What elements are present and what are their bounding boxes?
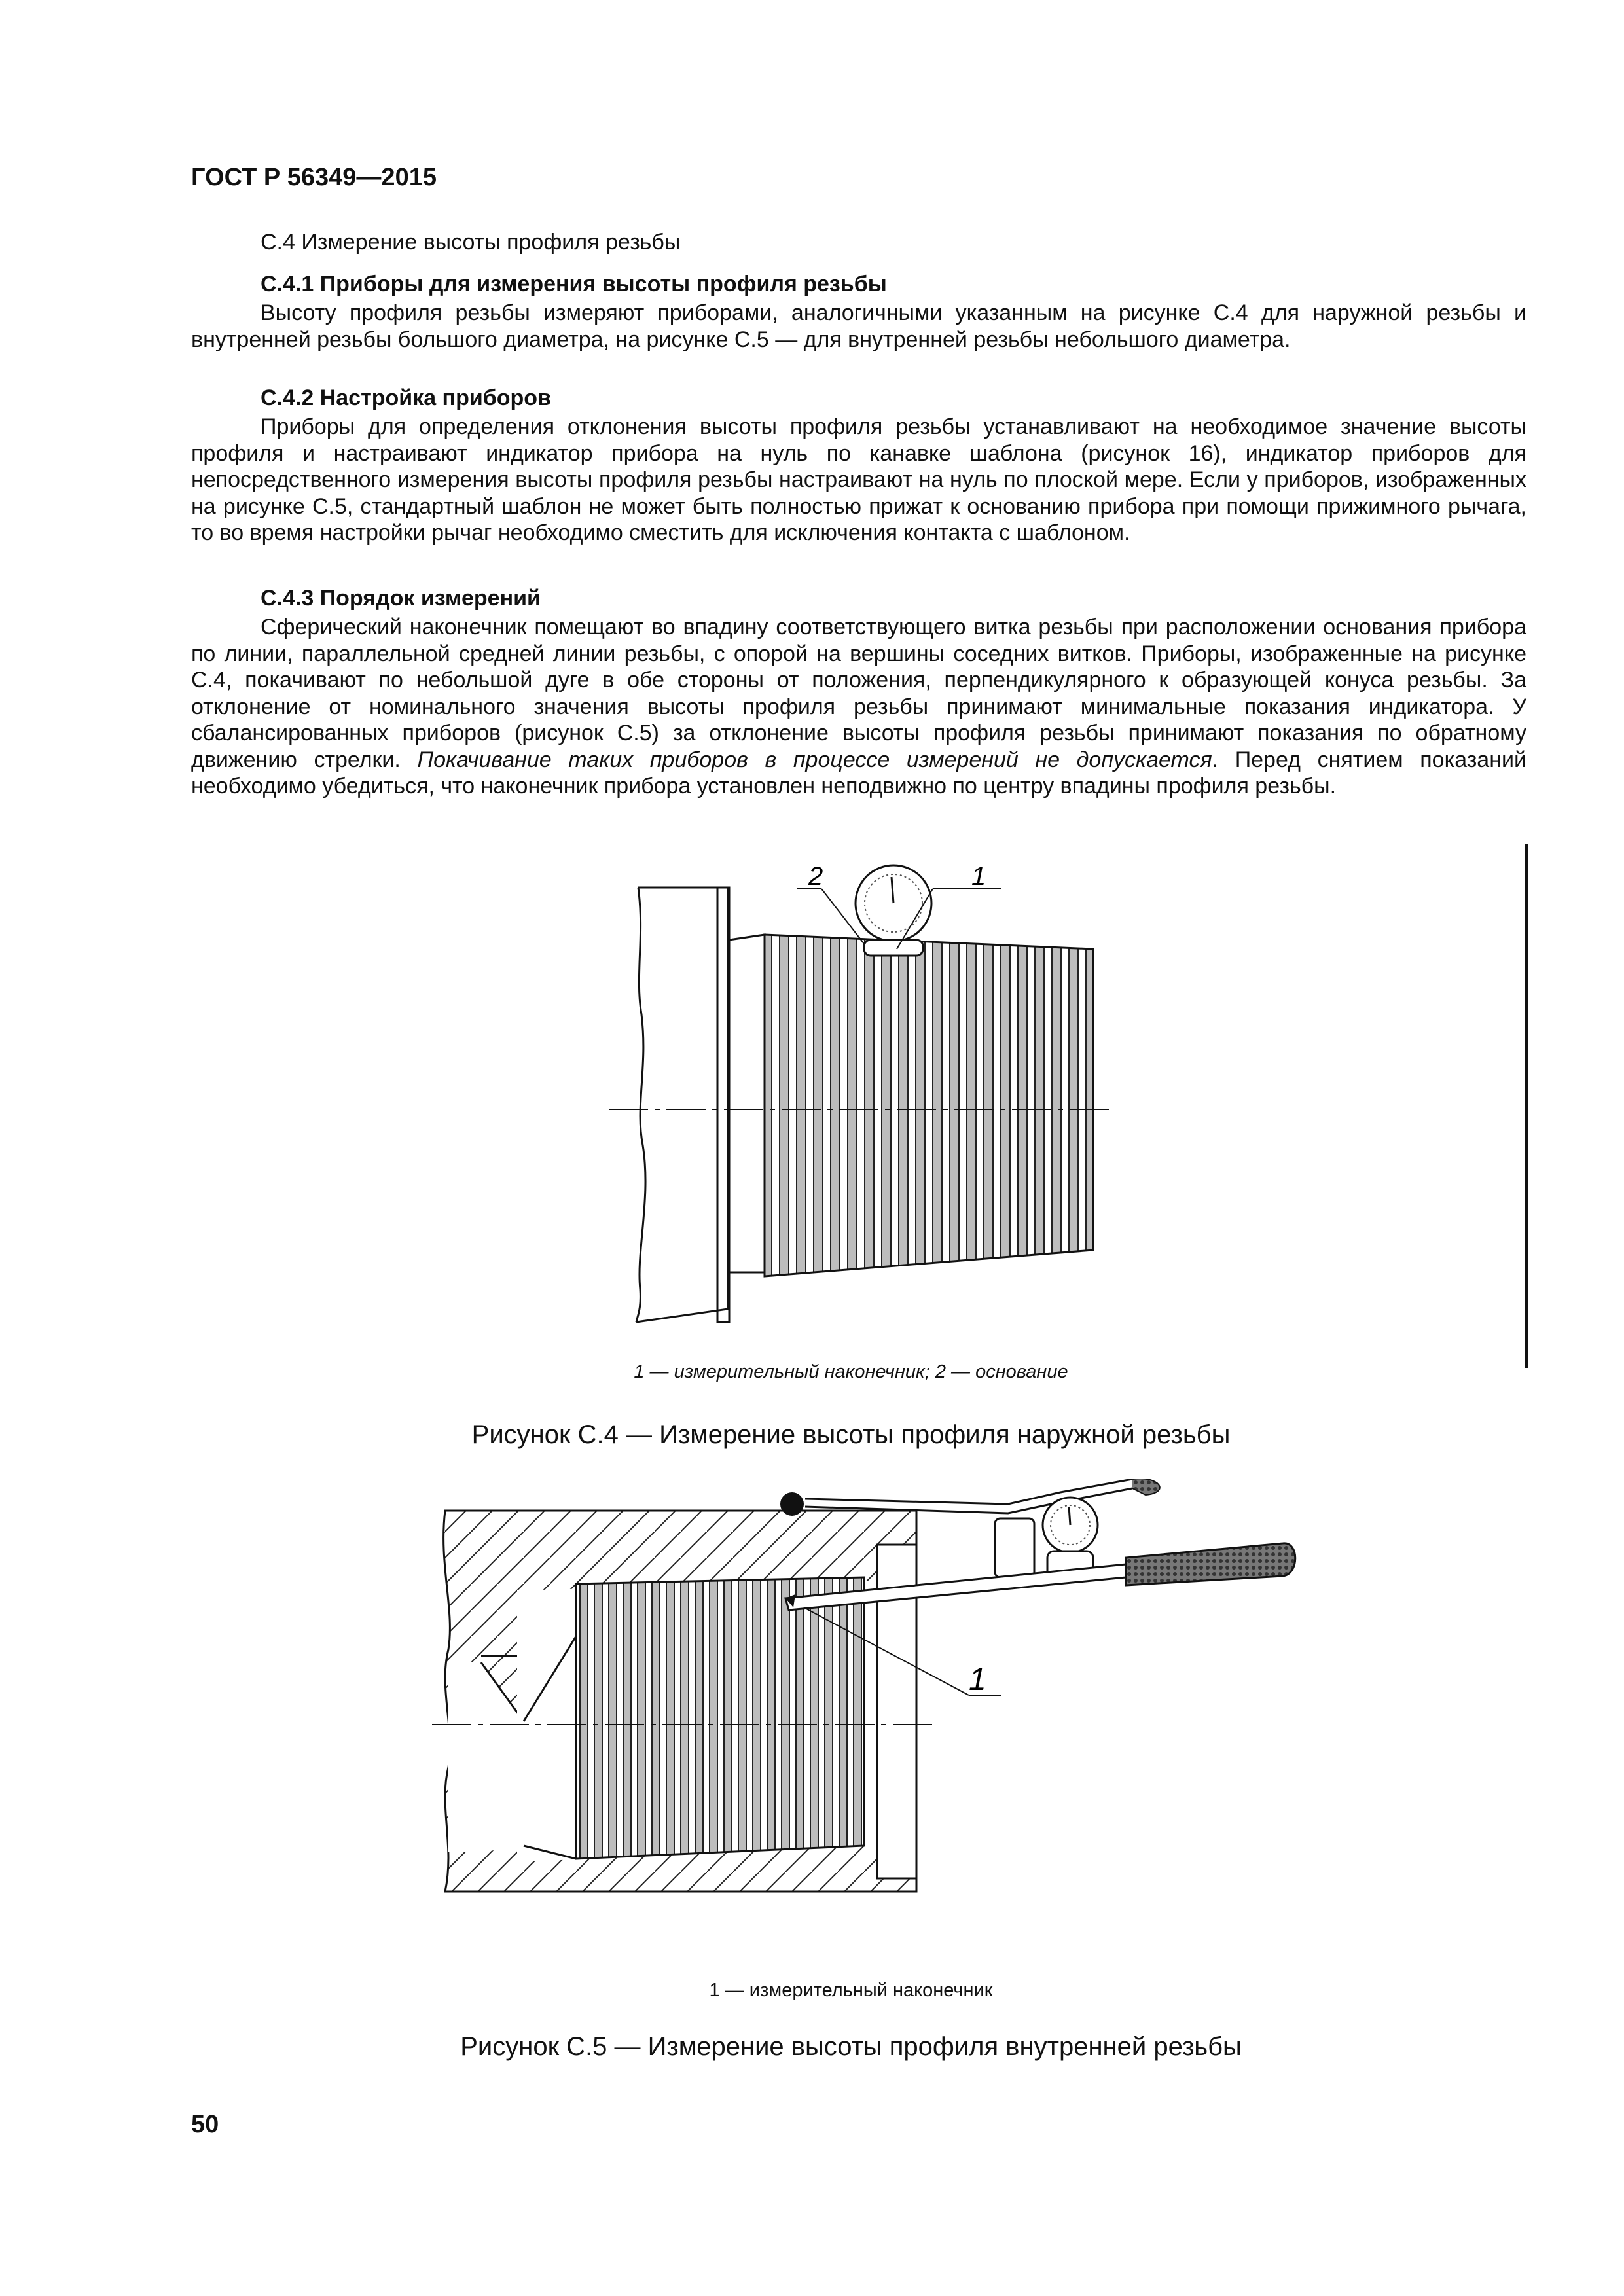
change-bar (1525, 844, 1528, 1368)
figure-c5-drawing (419, 1479, 1322, 1931)
figure-c4-drawing (589, 857, 1139, 1355)
page-number: 50 (191, 2111, 219, 2138)
figure-c4-label-1: 1 (971, 862, 986, 891)
subsection-3-text-italic: Покачивание таких приборов в процессе измерений не допускается (417, 747, 1212, 772)
figure-c5-label-1: 1 (969, 1662, 986, 1697)
figure-c4-label-2: 2 (808, 862, 823, 891)
subsection-1-text: Высоту профиля резьбы измеряют приборами, аналогичными указанным на рисунке С.4 для наружной резьбы и внутренней резьбы большого диаметра, на рисунке С.5 — для внутренней резьбы небольшого диаметра. (191, 300, 1526, 352)
subsection-1-title: С.4.1 Приборы для измерения высоты профиля резьбы (261, 272, 887, 296)
figure-c5-key: 1 — измерительный наконечник (709, 1980, 993, 2001)
section-title: С.4 Измерение высоты профиля резьбы (261, 230, 681, 255)
subsection-3-text (191, 614, 1526, 800)
subsection-3-text-b: . Перед снятием показаний необходимо убедиться, что наконечник прибора установлен неподвижно по центру впадины профиля резьбы. (191, 747, 1526, 798)
figure-c5-title: Рисунок С.5 — Измерение высоты профиля внутренней резьбы (460, 2032, 1242, 2061)
subsection-2-title: С.4.2 Настройка приборов (261, 386, 551, 410)
document-code: ГОСТ Р 56349—2015 (191, 164, 437, 191)
figure-c4-key: 1 — измерительный наконечник; 2 — основание (634, 1361, 1068, 1382)
subsection-3-text-a: Сферический наконечник помещают во впадину соответствующего витка резьбы при расположении основания прибора по линии, параллельной средней линии резьбы, с опорой на вершины соседних витков. Приборы, изображенные на рисунке С.4, покачивают по небольшой дуге в обе стороны от положения, перпендикулярного к образующей конуса резьбы. За отклонение от номинального значения высоты профиля резьбы принимают минимальные показания индикатора. У сбалансированных приборов (рисунок С.5) за отклонение высоты профиля резьбы принимают показания по обратному движению стрелки. (191, 615, 1526, 772)
subsection-2-text: Приборы для определения отклонения высоты профиля резьбы устанавливают на необходимое значение высоты профиля и настраивают индикатор прибора на нуль по канавке шаблона (рисунок 16), индикатор приборов для непосредственного измерения высоты профиля резьбы настраивают на нуль по плоской мере. Если у приборов, изображенных на рисунке С.5, стандартный шаблон не может быть полностью прижат к основанию прибора при помощи прижимного рычага, то во время настройки рычаг необходимо сместить для исключения контакта с шаблоном. (191, 414, 1526, 545)
subsection-3-title: С.4.3 Порядок измерений (261, 586, 541, 611)
figure-c4-title: Рисунок С.4 — Измерение высоты профиля наружной резьбы (471, 1420, 1231, 1449)
